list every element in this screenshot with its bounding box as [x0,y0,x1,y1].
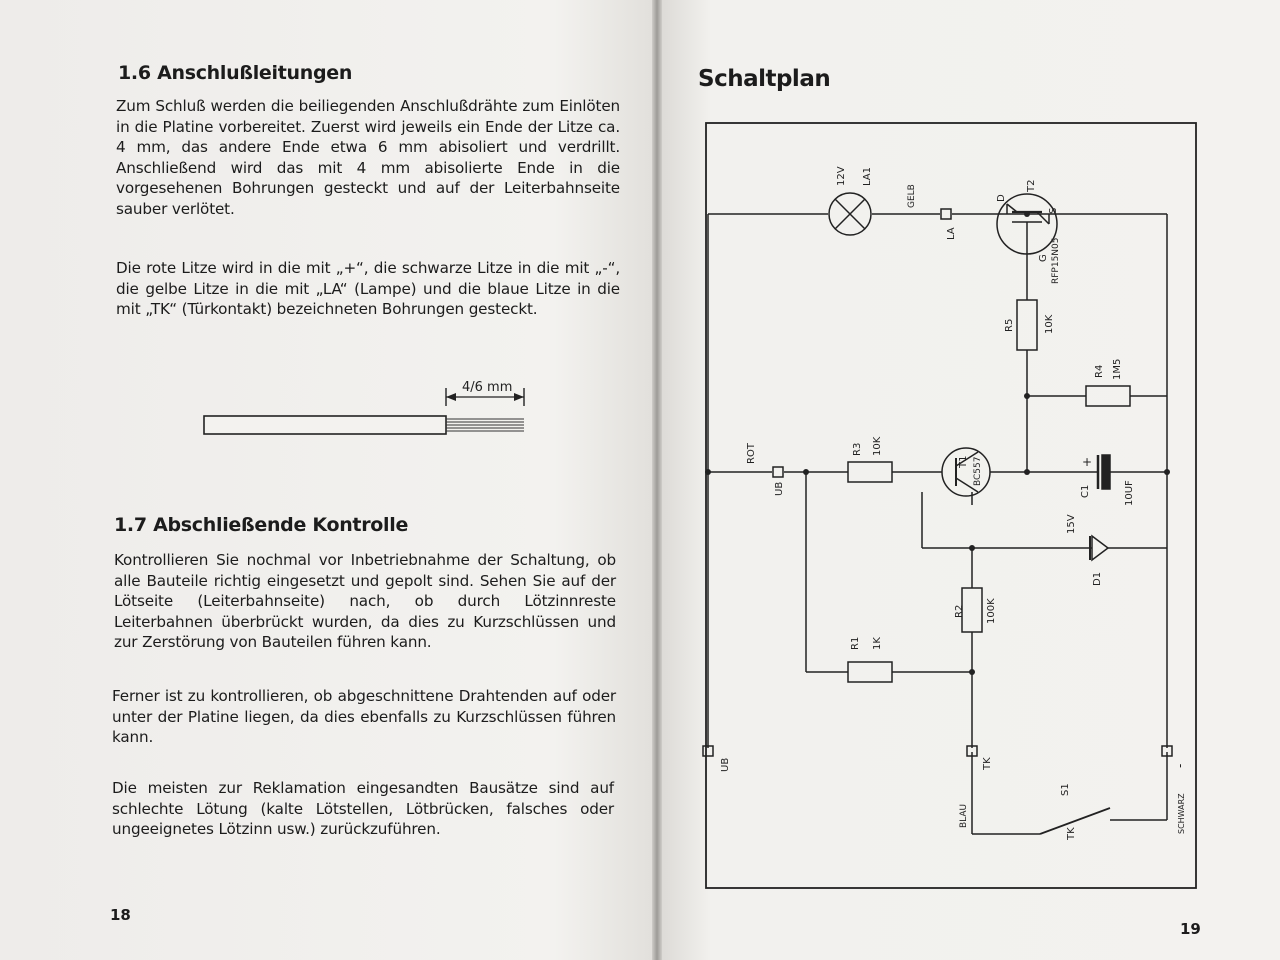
label-mosfet-part: RFP15N05 [1051,237,1061,284]
label-minus-terminal: - [1173,763,1187,768]
label-cap-ref: C1 [1080,484,1091,498]
junction-dot [969,545,975,551]
label-r2-ref: R2 [954,604,965,618]
junction-dot [1164,469,1170,475]
section-1-7-paragraph-3: Die meisten zur Reklamation eingesandten Bausätze sind auf schlechte Lötung (kalte Lötstellen, Lötbrücken, falsches oder ungeeignetes Lötzinn usw.) zurückzuführen. [112,779,614,839]
section-1-6-paragraph-2: Die rote Litze wird in die mit „+“, die schwarze Litze in die mit „-“, die gelbe Litze in die mit „LA“ (Lampe) und die blaue Litze in die mit „TK“ (Türkontakt) bezeichneten Bohrungen gesteckt. [116,259,620,319]
junction-dot [705,469,711,475]
section-1-6-paragraph-1: Zum Schluß werden die beiliegenden Anschlußdrähte zum Einlöten in die Platine vorbereitet. Zuerst wird jeweils ein Ende der Litze ca. 4 mm, das andere Ende etwa 6 mm abisoliert und verdrillt. Anschließend wird das mit 4 mm abisolierte Ende in die vorgesehenen Bohrungen gesteckt und auf der Leiterbahnseite sauber verlötet. [116,97,620,218]
page-number-right: 19 [1180,920,1201,938]
junction-dot [1024,393,1030,399]
section-1-7-heading: 1.7 Abschließende Kontrolle [114,514,409,536]
wire-insulation [204,416,446,434]
label-r4-ref: R4 [1094,364,1105,378]
resistor-r4 [1086,386,1130,406]
terminal-la [941,209,951,219]
resistor-r3 [848,462,892,482]
label-lamp-voltage: 12V [836,166,847,186]
label-switch-tk: TK [1066,827,1077,840]
section-1-7-paragraph-2: Ferner ist zu kontrollieren, ob abgeschnittene Drahtenden auf oder unter der Platine liegen, da dies ebenfalls zu Kurzschlüssen führen kann. [112,687,616,747]
label-r4-value: 1M5 [1112,358,1123,380]
label-tk-terminal: TK [982,757,993,770]
terminal-ub [773,467,783,477]
wire-dimension-label: 4/6 mm [462,380,513,395]
capacitor-c1-plate-negative [1102,455,1110,489]
resistor-r2 [962,588,982,632]
wire-stripping-figure [200,372,540,444]
section-1-6-heading: 1.6 Anschlußleitungen [118,62,353,84]
junction-dot [969,669,975,675]
junction-dot [1024,469,1030,475]
section-1-7-paragraph-1: Kontrollieren Sie nochmal vor Inbetriebnahme der Schaltung, ob alle Bauteile richtig eingesetzt und gepolt sind. Sehen Sie auf der Lötseite (Leiterbahnseite) nach, ob durch Lötzinnreste Leiterbahnen überbrückt wurden, da dies zu Kurzschlüssen und zur Zerstörung von Bauteilen führen kann. [114,551,616,652]
circuit-schematic [662,0,1280,960]
schematic-title: Schaltplan [698,66,831,92]
label-mosfet-source: S [1048,207,1059,214]
zener-d1-symbol [1092,536,1108,560]
label-lamp-terminal: LA [946,227,957,240]
label-lamp-ref: LA1 [862,166,873,186]
label-ub-terminal-bottom: UB [720,757,731,772]
label-transistor-part: BC557 [973,456,983,486]
right-page [662,0,1280,960]
label-wire-black: SCHWARZ [1177,793,1186,834]
label-r2-value: 100K [986,598,997,624]
label-r5-value: 10K [1044,314,1055,334]
resistor-r5 [1017,300,1037,350]
label-mosfet-drain: D [996,194,1007,202]
label-cap-value: 10UF [1124,480,1135,506]
label-transistor-ref: T1 [958,455,969,468]
dimension-arrow-right [514,393,524,401]
label-cap-polarity: + [1082,455,1093,469]
label-r1-value: 1K [872,637,883,650]
mosfet-t2-drain [1007,204,1017,212]
book-gutter [652,0,662,960]
label-ub-terminal: UB [774,481,785,496]
resistor-r1 [848,662,892,682]
label-wire-blue: BLAU [959,803,969,828]
label-r1-ref: R1 [850,636,861,650]
page-number-left: 18 [110,906,131,924]
label-zener-ref: D1 [1092,571,1103,586]
label-r5-ref: R5 [1004,318,1015,332]
label-switch-ref: S1 [1060,783,1071,796]
label-r3-ref: R3 [852,442,863,456]
label-zener-voltage: 15V [1066,514,1077,534]
label-r3-value: 10K [872,436,883,456]
label-mosfet-ref: T2 [1026,179,1037,192]
label-wire-yellow: GELB [907,184,917,208]
junction-dot [1024,211,1030,217]
junction-dot [803,469,809,475]
dimension-arrow-left [446,393,456,401]
label-mosfet-gate: G [1038,254,1049,262]
label-wire-red: ROT [746,443,757,464]
